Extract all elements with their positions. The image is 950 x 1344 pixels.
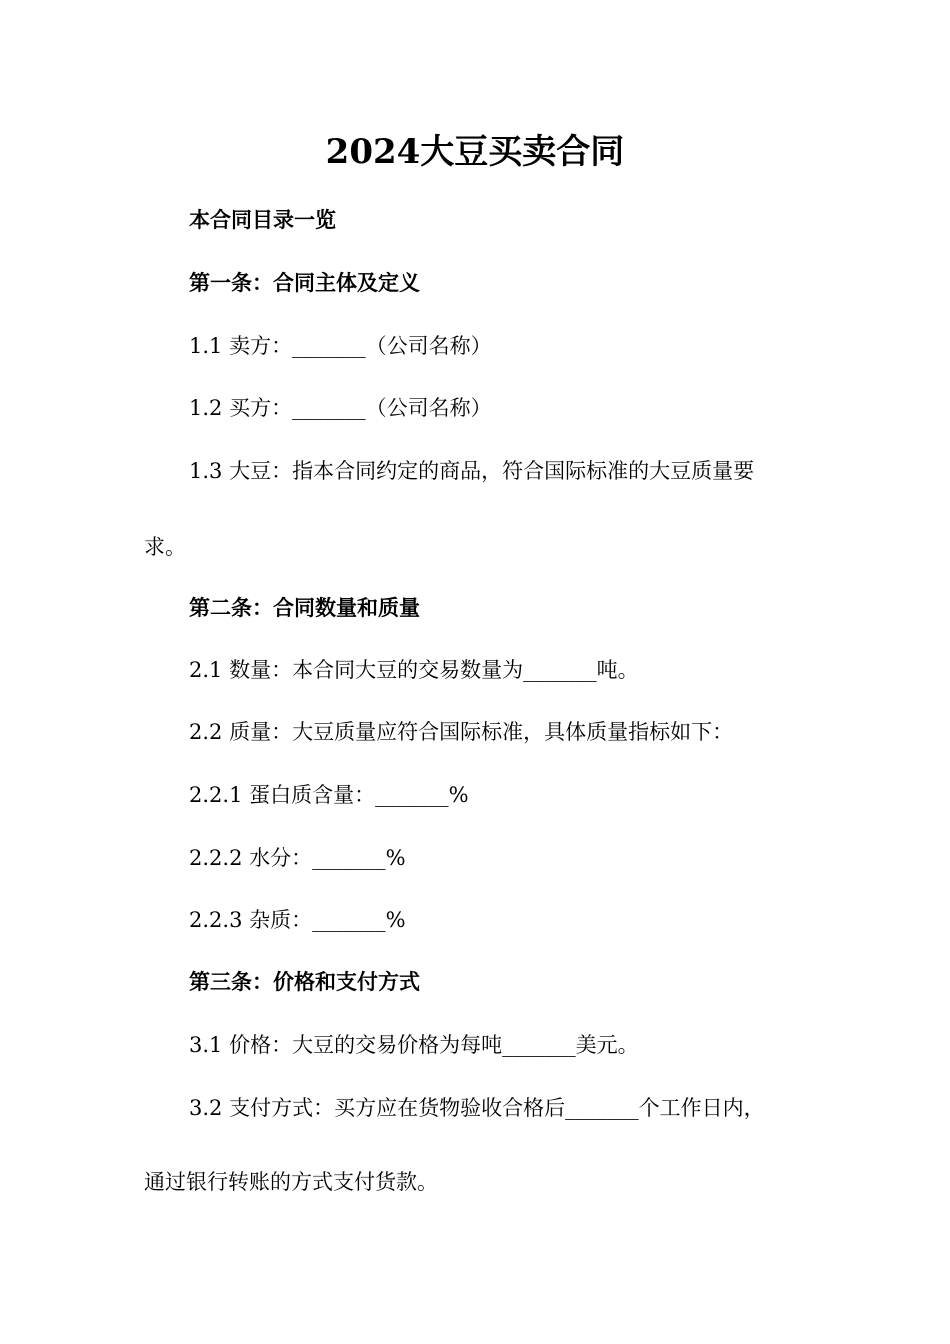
clause-2-2-3: 2.2.3 杂质：_______% bbox=[189, 908, 406, 932]
article-1-heading: 第一条：合同主体及定义 bbox=[189, 271, 420, 295]
clause-3-1: 3.1 价格：大豆的交易价格为每吨_______美元。 bbox=[189, 1033, 639, 1057]
clause-2-2-2: 2.2.2 水分：_______% bbox=[189, 846, 406, 870]
clause-2-2-1: 2.2.1 蛋白质含量：_______% bbox=[189, 783, 469, 807]
clause-1-1: 1.1 卖方：_______（公司名称） bbox=[189, 334, 492, 358]
toc-heading: 本合同目录一览 bbox=[189, 208, 336, 232]
clause-3-2-continued: 通过银行转账的方式支付货款。 bbox=[144, 1170, 438, 1194]
clause-1-3-continued: 求。 bbox=[144, 535, 186, 559]
clause-1-2: 1.2 买方：_______（公司名称） bbox=[189, 396, 492, 420]
article-3-heading: 第三条：价格和支付方式 bbox=[189, 970, 420, 994]
document-title: 2024大豆买卖合同 bbox=[325, 132, 625, 172]
clause-1-3: 1.3 大豆：指本合同约定的商品，符合国际标准的大豆质量要 bbox=[189, 459, 755, 483]
clause-2-2: 2.2 质量：大豆质量应符合国际标准，具体质量指标如下： bbox=[189, 720, 734, 744]
clause-3-2: 3.2 支付方式：买方应在货物验收合格后_______个工作日内， bbox=[189, 1096, 765, 1120]
clause-2-1: 2.1 数量：本合同大豆的交易数量为_______吨。 bbox=[189, 658, 639, 682]
article-2-heading: 第二条：合同数量和质量 bbox=[189, 596, 420, 620]
